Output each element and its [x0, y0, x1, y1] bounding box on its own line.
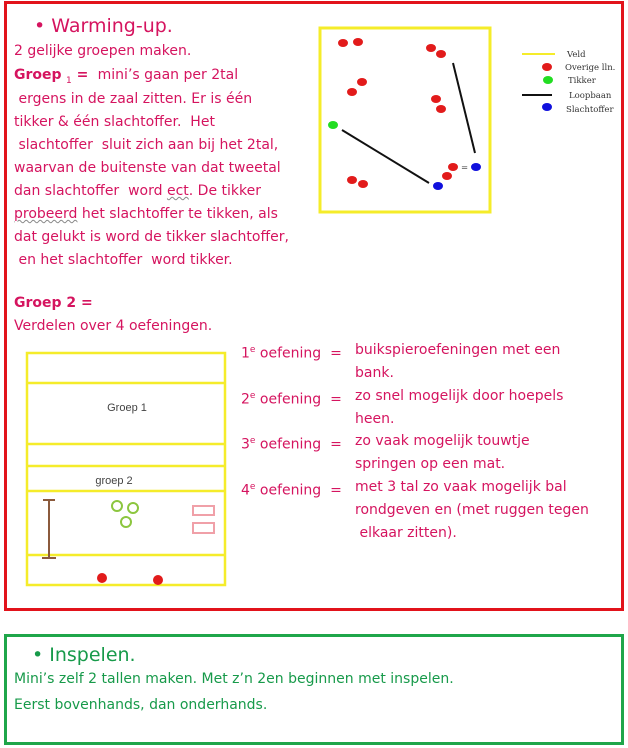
ball-dot [153, 575, 163, 585]
exercise-num: 3 [241, 436, 250, 453]
exercise-desc: elkaar zitten). [355, 525, 457, 541]
path-line [453, 63, 475, 153]
field-rect [320, 28, 490, 212]
legend-slachtoffer: Slachtoffer [566, 105, 614, 115]
bullet-icon: • [34, 15, 52, 37]
legend-blue-dot [542, 103, 552, 111]
player-dot [442, 172, 452, 180]
player-dot [426, 44, 436, 52]
player-dot [347, 88, 357, 96]
text-line: Eerst bovenhands, dan onderhands. [14, 697, 268, 713]
warmup-title: Warming-up. [51, 15, 173, 37]
path-line [342, 130, 429, 183]
text-line: tikker & één slachtoffer. Het [14, 114, 215, 130]
misspelled-word: probeerd [14, 206, 78, 222]
text-line: mini’s gaan per 2tal [97, 67, 239, 83]
exercise-desc: zo vaak mogelijk touwtje [355, 433, 530, 449]
text-line: waarvan de buitenste van dat tweetal [14, 160, 281, 176]
exercise-desc: rondgeven en (met ruggen tegen [355, 502, 589, 518]
bench-icon [42, 500, 56, 558]
legend-veld: Veld [567, 50, 586, 60]
exercise-desc: met 3 tal zo vaak mogelijk bal [355, 479, 567, 495]
inspelen-title: Inspelen. [49, 644, 136, 666]
player-dot [448, 163, 458, 171]
player-dot [347, 176, 357, 184]
exercise-sup: e [249, 391, 256, 401]
ball-dot [97, 573, 107, 583]
exercise-sup: e [249, 345, 256, 355]
player-dot [436, 105, 446, 113]
text-line: Mini’s zelf 2 tallen maken. Met z’n 2en beginnen met inspelen. [14, 671, 454, 687]
exercise-label: oefening = [255, 345, 342, 362]
text-part: het slachtoffer te tikken, als [77, 206, 278, 222]
exercise-label: oefening = [255, 391, 342, 408]
exercise-num: 1 [241, 345, 250, 362]
exercise-1-label [241, 341, 342, 363]
text-line: en het slachtoffer word tikker. [14, 252, 233, 268]
exercise-4-label [241, 478, 342, 500]
hall-groep1-label: Groep 1 [107, 402, 147, 414]
text-line: ergens in de zaal zitten. Er is één [14, 91, 253, 107]
misspelled-word: ect [166, 183, 189, 199]
hall-groep2-label: groep 2 [95, 475, 133, 487]
legend-tikker: Tikker [568, 76, 596, 86]
exercise-desc: springen op een mat. [355, 456, 506, 472]
equals-sign: = [461, 163, 469, 173]
text-line: dat gelukt is word de tikker slachtoffer, [14, 229, 289, 245]
groep1-sub: 1 [65, 75, 72, 86]
player-dot [353, 38, 363, 46]
exercise-label: oefening = [255, 482, 342, 499]
legend-loopbaan: Loopbaan [569, 91, 612, 101]
exercise-desc: heen. [355, 411, 395, 427]
bullet-icon: • [32, 644, 50, 666]
legend [522, 50, 615, 115]
player-dot [358, 180, 368, 188]
text-line: 2 gelijke groepen maken. [14, 43, 192, 59]
exercise-desc: buikspieroefeningen met een [355, 342, 561, 358]
exercise-2-label [241, 387, 342, 409]
player-dot [436, 50, 446, 58]
other-players [338, 38, 458, 188]
exercise-label: oefening = [255, 436, 342, 453]
tagger-dot [328, 121, 338, 129]
hoops-icon [112, 501, 138, 527]
exercise-3-label [241, 432, 342, 454]
exercise-num: 2 [241, 391, 250, 408]
text-line: slachtoffer sluit zich aan bij het 2tal, [14, 137, 279, 153]
text-part: dan slachtoffer word [14, 183, 167, 199]
legend-green-dot [543, 76, 553, 84]
player-dot [357, 78, 367, 86]
victim-dot [471, 163, 481, 171]
groep2-text: Verdelen over 4 oefeningen. [14, 318, 213, 334]
exercise-desc: zo snel mogelijk door hoepels [355, 388, 564, 404]
groep1-eq: = [71, 67, 94, 83]
exercise-desc: bank. [355, 365, 394, 381]
exercise-sup: e [249, 436, 256, 446]
legend-red-dot [542, 63, 552, 71]
exercise-num: 4 [241, 482, 250, 499]
exercise-sup: e [249, 482, 256, 492]
hall-rect [27, 353, 225, 585]
victim-dot [433, 182, 443, 190]
groep2-label: Groep 2 = [14, 295, 93, 311]
mats-icon [193, 506, 214, 533]
text-part: . De tikker [188, 183, 261, 199]
inspelen-heading [32, 643, 136, 667]
player-dot [338, 39, 348, 47]
hall-diagram [27, 353, 225, 585]
groep1-label: Groep [14, 67, 62, 83]
legend-overige: Overige lln. [565, 63, 616, 73]
player-dot [431, 95, 441, 103]
